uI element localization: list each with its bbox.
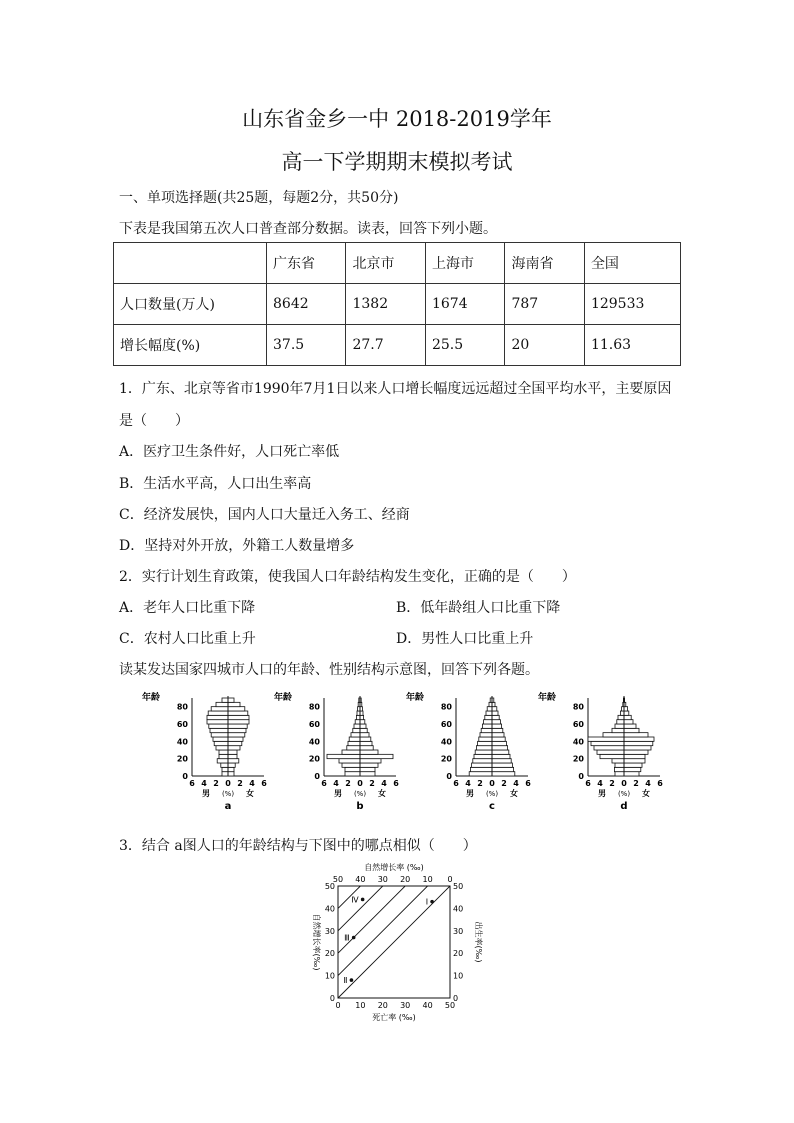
birth-death-diagram [296, 856, 486, 1024]
pyramid-bar-male [469, 772, 492, 776]
pyramid-bar-female [228, 711, 248, 715]
pyramid-bar-male [351, 733, 360, 737]
pyramid-xtick: 2 [609, 779, 615, 788]
pyramid-bar-male [470, 767, 492, 771]
pyramid-bar-male [207, 720, 228, 724]
pyramid-bar-male [472, 763, 492, 767]
diagram-tick-top: 0 [447, 875, 453, 884]
pyramid-bar-male [620, 711, 624, 715]
pyramid-bar-male [479, 737, 492, 741]
pyramid-ytick: 0 [314, 772, 320, 781]
pyramid-c [406, 691, 531, 812]
pyramid-bar-male [478, 741, 492, 745]
pyramid-bar-male [482, 724, 492, 728]
pyramid-bar-female [228, 754, 237, 758]
pyramid-bar-female [228, 702, 240, 706]
pyramid-xtick: 2 [237, 779, 243, 788]
diagram-tick-left: 30 [324, 926, 335, 936]
pyramid-xtick: 2 [213, 779, 219, 788]
pyramid-bar-male [591, 741, 624, 745]
pyramid-bar-male [217, 759, 228, 763]
table-row [114, 284, 681, 325]
pyramid-bar-female [624, 733, 648, 737]
pyramid-bar-female [492, 759, 511, 763]
pyramid-xtick: 2 [501, 779, 507, 788]
pyramid-bar-male [618, 715, 624, 719]
pyramid-xtick: 0 [621, 779, 627, 788]
table-cell: 129533 [584, 284, 680, 325]
diagram-right-label: 出生率(‰) [474, 921, 483, 963]
pyramid-xtick: 6 [585, 779, 591, 788]
diagram-tick-top: 30 [377, 875, 388, 884]
pyramid-xtick: 6 [453, 779, 459, 788]
section-heading: 一、单项选择题(共25题，每题2分，共50分) [119, 190, 399, 206]
pyramid-ytick: 20 [308, 754, 320, 764]
pyramid-bar-female [624, 724, 636, 728]
pyramid-bar-female [624, 741, 653, 745]
pyramid-bar-male [222, 772, 228, 776]
q1-stem: 1．广东、北京等省市1990年7月1日以来人口增长幅度远远超过全国平均水平，主要原因 [119, 381, 672, 397]
pyramid-bar-male [487, 707, 492, 711]
pyramid-bar-female [228, 750, 237, 754]
pyramid-bar-female [624, 746, 651, 750]
pyramid-bar-male [348, 741, 360, 745]
pyramid-bar-male [339, 759, 360, 763]
pyramid-unit-label: (%) [221, 790, 235, 798]
pyramid-ytick: 0 [446, 772, 452, 781]
pyramid-bar-female [360, 746, 373, 750]
pyramid-ytick: 60 [572, 720, 584, 729]
pyramid-bar-female [228, 772, 234, 776]
diagram-left-label: 自然增长率(‰) [312, 913, 321, 971]
intro-text-2: 读某发达国家四城市人口的年龄、性别结构示意图，回答下列各题。 [119, 662, 539, 678]
intro-text-1: 下表是我国第五次人口普查部分数据。读表，回答下列小题。 [119, 221, 497, 237]
pyramid-bar-female [360, 750, 378, 754]
pyramid-ylabel: 年龄 [538, 693, 557, 703]
pyramid-bar-male [597, 750, 624, 754]
pyramid-xtick: 0 [357, 779, 363, 788]
diagram-point [361, 898, 365, 902]
pyramid-bar-female [492, 746, 508, 750]
diagram-tick-bottom: 10 [355, 1001, 366, 1010]
pyramid-bar-male [355, 720, 360, 724]
pyramid-bar-male [207, 715, 228, 719]
pyramid-bar-male [327, 754, 360, 758]
pyramid-bar-female [228, 715, 249, 719]
pyramid-bar-male [617, 720, 624, 724]
pyramid-name: b [356, 801, 364, 812]
pyramid-bar-male [594, 746, 624, 750]
pyramid-bar-female [492, 737, 505, 741]
table-cell: 人口数量(万人) [114, 284, 267, 325]
pyramid-bar-female [624, 711, 629, 715]
pyramid-bar-female [360, 741, 372, 745]
pyramid-male-label: 男 [598, 789, 606, 798]
pyramid-xtick: 4 [333, 779, 339, 788]
pyramid-xtick: 4 [201, 779, 207, 788]
table-cell: 20 [505, 325, 584, 366]
diagram-tick-right: 40 [453, 904, 464, 914]
pyramid-female-label: 女 [246, 789, 254, 798]
diagram-point-label: Ⅳ [351, 895, 359, 905]
pyramid-bar-male [209, 724, 228, 728]
pyramid-bar-male [612, 728, 624, 732]
pyramid-xtick: 4 [249, 779, 255, 788]
table-cell: 27.7 [346, 325, 425, 366]
pyramid-bar-female [228, 698, 234, 702]
diagram-diagonal [338, 886, 383, 931]
diagram-tick-left: 50 [324, 882, 335, 891]
pyramid-ytick: 80 [572, 702, 584, 712]
pyramid-bar-male [342, 750, 360, 754]
table-cell: 1382 [346, 284, 425, 325]
pyramid-xtick: 6 [189, 779, 195, 788]
q2-stem: 2．实行计划生育政策，使我国人口年龄结构发生变化，正确的是（ ） [119, 569, 576, 585]
pyramid-bar-female [228, 737, 243, 741]
pyramid-xtick: 0 [489, 779, 495, 788]
diagram-tick-left: 40 [324, 904, 335, 914]
table-cell [114, 243, 267, 284]
diagram-tick-right: 30 [453, 926, 464, 936]
pyramid-bar-female [228, 707, 245, 711]
pyramid-bar-male [588, 737, 624, 741]
pyramid-xtick: 2 [369, 779, 375, 788]
diagram-tick-right: 10 [453, 971, 464, 981]
pyramid-b [274, 691, 399, 812]
table-cell: 787 [505, 284, 584, 325]
pyramid-bar-male [600, 754, 624, 758]
q1-option-d: D．坚持对外开放，外籍工人数量增多 [119, 538, 355, 554]
pyramid-bar-male [211, 733, 228, 737]
pyramid-bar-female [360, 759, 381, 763]
pyramid-bar-male [345, 772, 360, 776]
pyramid-xtick: 6 [321, 779, 327, 788]
diagram-tick-bottom: 40 [422, 1001, 433, 1010]
q2-option-b: B．低年龄组人口比重下降 [396, 600, 561, 616]
pyramid-xtick: 0 [225, 779, 231, 788]
pyramid-bar-male [216, 746, 228, 750]
pyramid-female-label: 女 [378, 789, 386, 798]
pyramid-bar-female [492, 724, 502, 728]
pyramid-bar-female [360, 737, 371, 741]
table-cell: 37.5 [267, 325, 346, 366]
pyramid-bar-male [615, 763, 624, 767]
diagram-tick-right: 0 [453, 994, 459, 1003]
page-title: 山东省金乡一中 2018-2019学年 [242, 107, 552, 131]
diagram-point [430, 900, 434, 904]
pyramid-bar-female [624, 763, 642, 767]
pyramid-bar-male [216, 702, 228, 706]
pyramid-bar-male [211, 707, 228, 711]
pyramid-bar-female [624, 754, 645, 758]
q1-option-a: A．医疗卫生条件好，人口死亡率低 [119, 444, 340, 460]
diagram-tick-top: 20 [400, 875, 411, 884]
diagram-tick-bottom: 20 [377, 1001, 388, 1010]
pyramid-bar-female [228, 741, 242, 745]
pyramid-bar-female [360, 754, 393, 758]
pyramid-male-label: 男 [202, 789, 210, 798]
pyramid-bar-male [480, 733, 492, 737]
pyramid-ytick: 80 [440, 702, 452, 712]
pyramid-unit-label: (%) [485, 790, 499, 798]
diagram-tick-left: 20 [324, 949, 335, 959]
diagram-tick-top: 10 [422, 875, 433, 884]
pyramid-bar-female [228, 724, 247, 728]
pyramid-bar-female [360, 767, 375, 771]
pyramid-bar-male [342, 763, 360, 767]
pyramid-bar-male [221, 763, 228, 767]
pyramid-ytick: 60 [308, 720, 320, 729]
diagram-tick-right: 20 [453, 949, 464, 959]
pyramid-bar-female [624, 737, 654, 741]
pyramid-ytick: 0 [182, 772, 188, 781]
table-cell: 1674 [425, 284, 504, 325]
q2-option-c: C．农村人口比重上升 [119, 631, 256, 647]
pyramid-ytick: 20 [176, 754, 188, 764]
pyramid-bar-female [624, 767, 641, 771]
table-cell: 上海市 [425, 243, 504, 284]
pyramid-bar-female [492, 711, 498, 715]
pyramid-bar-female [360, 715, 364, 719]
pyramid-xtick: 2 [633, 779, 639, 788]
diagram-tick-top: 40 [355, 875, 366, 884]
pyramid-xtick: 4 [645, 779, 651, 788]
pyramid-xtick: 4 [465, 779, 471, 788]
diagram-point-label: Ⅲ [344, 933, 350, 943]
q1-option-c: C．经济发展快，国内人口大量迁入务工、经商 [119, 507, 410, 523]
pyramid-bar-male [476, 746, 492, 750]
pyramid-bar-male [222, 767, 228, 771]
pyramid-bar-female [492, 750, 509, 754]
pyramid-bar-female [624, 720, 633, 724]
pyramid-ytick: 20 [572, 754, 584, 764]
pyramid-bar-female [228, 767, 234, 771]
diagram-point-label: Ⅱ [343, 976, 348, 986]
diagram-tick-bottom: 50 [444, 1001, 456, 1010]
pyramid-bar-female [492, 763, 512, 767]
pyramid-bar-male [615, 724, 624, 728]
diagram-diagonal [338, 886, 405, 953]
pyramid-unit-label: (%) [353, 790, 367, 798]
q1-stem-cont: 是（ ） [119, 413, 189, 429]
pyramid-bar-male [219, 750, 228, 754]
pyramid-ytick: 20 [440, 754, 452, 764]
pyramid-bar-male [349, 737, 360, 741]
pyramid-male-label: 男 [466, 789, 474, 798]
pyramid-ylabel: 年龄 [142, 693, 161, 703]
pyramid-bar-male [347, 746, 360, 750]
pyramid-bar-female [360, 733, 369, 737]
diagram-point [352, 936, 356, 940]
pyramid-bar-female [360, 728, 367, 732]
pyramid-bar-female [228, 746, 240, 750]
pyramid-xtick: 6 [393, 779, 399, 788]
pyramid-female-label: 女 [510, 789, 518, 798]
pyramid-bar-female [624, 759, 645, 763]
table-cell: 海南省 [505, 243, 584, 284]
table-cell: 广东省 [267, 243, 346, 284]
pyramid-ytick: 40 [308, 737, 320, 747]
pyramid-bar-male [222, 698, 228, 702]
diagram-tick-left: 10 [324, 971, 335, 981]
pyramid-bar-male [214, 741, 228, 745]
pyramid-ylabel: 年龄 [274, 693, 293, 703]
pyramid-bar-male [603, 733, 624, 737]
pyramid-xtick: 2 [345, 779, 351, 788]
table-cell: 全国 [584, 243, 680, 284]
pyramid-xtick: 4 [597, 779, 603, 788]
pyramid-bar-male [481, 728, 492, 732]
census-table [113, 242, 681, 366]
diagram-tick-top: 50 [332, 875, 344, 884]
pyramid-a [142, 691, 267, 812]
pyramid-male-label: 男 [334, 789, 342, 798]
pyramid-name: c [489, 801, 495, 812]
pyramid-d [538, 691, 663, 812]
q2-option-d: D．男性人口比重上升 [396, 631, 534, 647]
pyramid-bar-female [492, 741, 506, 745]
pyramid-ytick: 0 [578, 772, 584, 781]
pyramid-ytick: 80 [308, 702, 320, 712]
pyramid-bar-male [474, 754, 492, 758]
pyramid-xtick: 6 [657, 779, 663, 788]
pyramid-bar-female [492, 754, 510, 758]
pyramid-bar-female [228, 759, 239, 763]
pyramid-female-label: 女 [642, 789, 650, 798]
q3-stem: 3．结合 a图人口的年龄结构与下图中的哪点相似（ ） [119, 838, 477, 854]
pyramid-bar-female [624, 707, 628, 711]
pyramid-bar-female [624, 772, 639, 776]
pyramid-bar-female [360, 724, 366, 728]
pyramid-ytick: 80 [176, 702, 188, 712]
pyramid-ytick: 40 [440, 737, 452, 747]
pyramid-bar-female [360, 772, 375, 776]
pyramid-bar-male [210, 728, 228, 732]
diagram-tick-bottom: 0 [335, 1001, 341, 1010]
pyramid-bar-female [228, 720, 249, 724]
table-cell: 8642 [267, 284, 346, 325]
diagram-point [350, 978, 354, 982]
pyramid-bar-female [492, 720, 500, 724]
pyramid-bar-female [228, 733, 245, 737]
diagram-bottom-label: 死亡率 (‰) [372, 1013, 416, 1022]
pyramid-bar-female [492, 715, 499, 719]
pyramid-bar-female [492, 728, 503, 732]
pyramid-xtick: 2 [477, 779, 483, 788]
pyramid-bar-female [492, 707, 497, 711]
page-subtitle: 高一下学期期末模拟考试 [281, 150, 513, 174]
pyramid-xtick: 6 [525, 779, 531, 788]
pyramid-name: d [620, 801, 628, 812]
pyramid-bar-male [485, 715, 492, 719]
q1-option-b: B．生活水平高，人口出生率高 [119, 476, 312, 492]
pyramid-ytick: 60 [176, 720, 188, 729]
pyramid-bar-male [473, 759, 492, 763]
pyramid-ylabel: 年龄 [406, 693, 425, 703]
pyramid-ytick: 40 [572, 737, 584, 747]
pyramid-name: a [224, 801, 232, 812]
pyramid-bar-female [360, 763, 378, 767]
diagram-point-label: Ⅰ [425, 897, 429, 907]
pyramid-bar-male [614, 767, 624, 771]
table-cell: 11.63 [584, 325, 680, 366]
pyramid-ytick: 60 [440, 720, 452, 729]
pyramid-bar-male [486, 711, 492, 715]
diagram-top-label: 自然增长率 (‰) [364, 863, 424, 872]
table-row [114, 325, 681, 366]
pyramid-bar-male [475, 750, 492, 754]
pyramid-bar-female [360, 720, 365, 724]
diagram-tick-bottom: 30 [400, 1001, 411, 1010]
pyramid-bar-male [354, 724, 360, 728]
pyramid-xtick: 4 [381, 779, 387, 788]
pyramid-bar-female [228, 728, 246, 732]
pyramid-bar-female [624, 728, 639, 732]
pyramid-bar-female [624, 715, 631, 719]
diagram-tick-right: 50 [453, 882, 464, 891]
diagram-tick-left: 0 [329, 994, 335, 1003]
pyramid-bar-female [492, 767, 514, 771]
pyramid-bar-female [492, 733, 504, 737]
pyramid-bar-female [492, 772, 515, 776]
pyramid-bar-male [484, 720, 492, 724]
population-pyramids [140, 690, 663, 815]
table-cell: 增长幅度(%) [114, 325, 267, 366]
pyramid-bar-male [345, 767, 360, 771]
pyramid-ytick: 40 [176, 737, 188, 747]
pyramid-bar-female [624, 750, 648, 754]
pyramid-unit-label: (%) [617, 790, 631, 798]
pyramid-bar-male [213, 737, 228, 741]
pyramid-bar-male [612, 759, 624, 763]
pyramid-bar-male [615, 772, 624, 776]
table-cell: 北京市 [346, 243, 425, 284]
pyramid-xtick: 6 [261, 779, 267, 788]
pyramid-bar-male [353, 728, 360, 732]
pyramid-xtick: 4 [513, 779, 519, 788]
pyramid-bar-male [219, 754, 228, 758]
pyramid-bar-female [228, 763, 235, 767]
table-header-row [114, 243, 681, 284]
table-cell: 25.5 [425, 325, 504, 366]
pyramid-bar-male [208, 711, 228, 715]
pyramid-bar-male [356, 715, 360, 719]
q2-option-a: A．老年人口比重下降 [119, 600, 256, 616]
